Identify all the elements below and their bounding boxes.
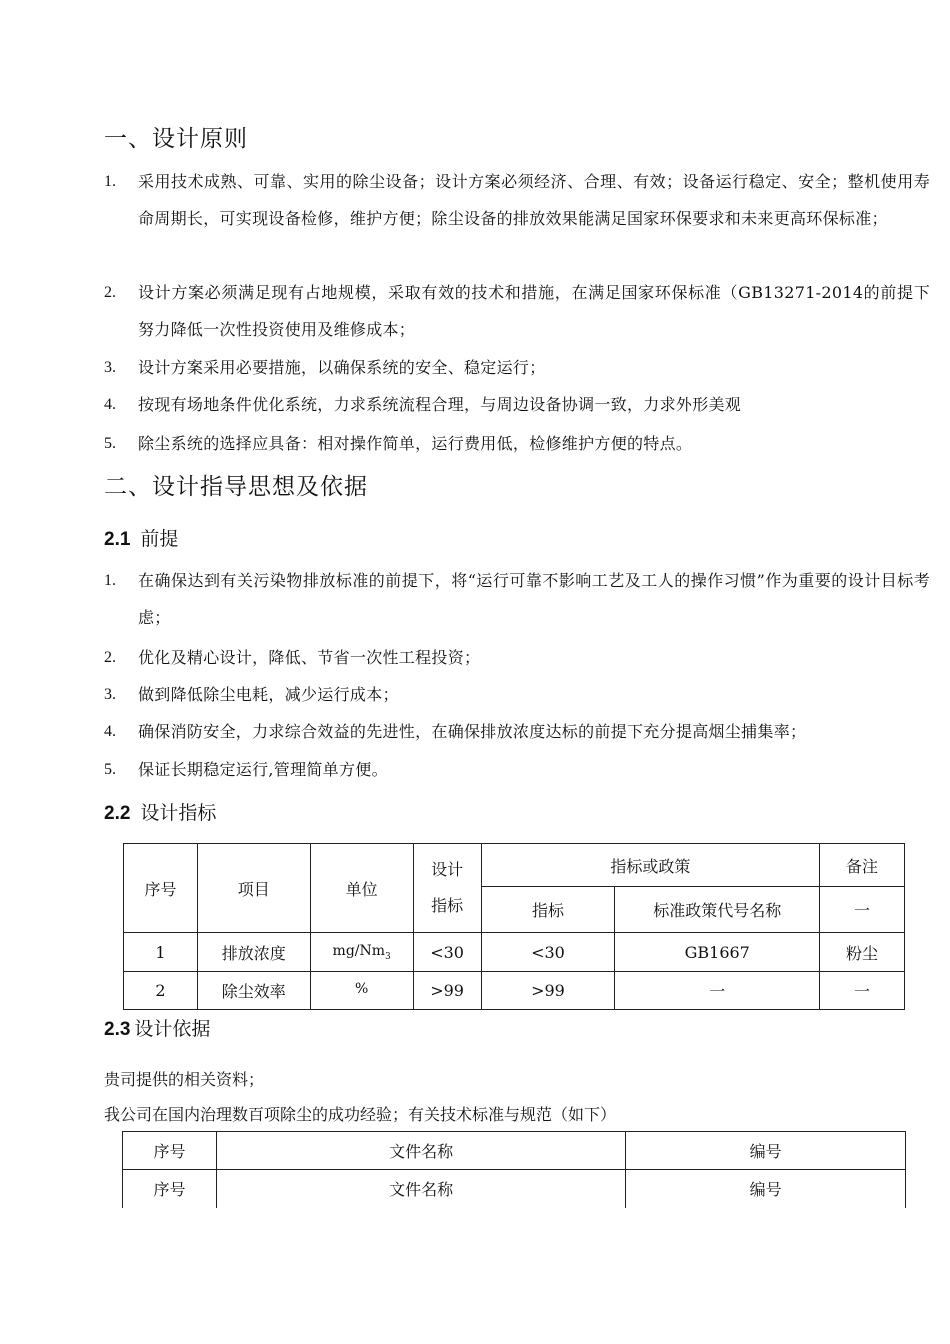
list-text: 确保消防安全，力求综合效益的先进性，在确保排放浓度达标的前提下充分提高烟尘捕集率；: [138, 722, 807, 741]
cell-standard: 一: [615, 972, 820, 1010]
cell-code: 编号: [626, 1170, 906, 1208]
cell-standard: GB1667: [615, 933, 820, 972]
subsection-number: 2.1: [104, 529, 131, 550]
section-2-title: 二、设计指导思想及依据: [104, 474, 368, 500]
cell-seq: 序号: [123, 1170, 217, 1208]
subsection-2-2-title: [104, 798, 216, 825]
list-number: 1.: [104, 572, 116, 589]
list-number: 2.: [104, 284, 116, 301]
cell-item: 除尘效率: [197, 972, 310, 1010]
subsection-2-3-title: [104, 1014, 210, 1041]
list-text: 在确保达到有关污染物排放标准的前提下，将“运行可靠不影响工艺及工人的操作习惯”作为重要的设计目标考虑；: [138, 571, 930, 627]
list-number: 4.: [104, 723, 116, 740]
list-text: 做到降低除尘电耗，减少运行成本；: [138, 685, 399, 704]
list-text: 保证长期稳定运行,管理简单方便。: [138, 760, 388, 779]
list-item: [104, 639, 930, 676]
list-text: 优化及精心设计，降低、节省一次性工程投资；: [138, 648, 481, 667]
design-index-table: [123, 843, 905, 1010]
table-row: [124, 972, 905, 1010]
list-item: [104, 163, 930, 237]
list-number: 4.: [104, 396, 116, 413]
cell-index: <30: [481, 933, 615, 972]
paragraph: 我公司在国内治理数百项除尘的成功经验；有关技术标准与规范（如下）: [104, 1105, 617, 1124]
cell-unit: [310, 972, 413, 1010]
header-design-line2: 指标: [431, 896, 464, 915]
list-item: [104, 274, 930, 348]
list-number: 1.: [104, 173, 116, 190]
header-note: 备注: [820, 844, 905, 887]
cell-seq: 2: [124, 972, 198, 1010]
cell-note: 一: [820, 972, 905, 1010]
cell-note: 粉尘: [820, 933, 905, 972]
list-item: [104, 425, 930, 462]
subsection-label: 设计依据: [134, 1018, 211, 1040]
cell-unit: [310, 933, 413, 972]
list-item: [104, 386, 930, 423]
standards-table: [122, 1131, 906, 1208]
list-number: 5.: [104, 761, 116, 778]
cell-design: <30: [413, 933, 481, 972]
list-text: 采用技术成熟、可靠、实用的除尘设备；设计方案必须经济、合理、有效；设备运行稳定、安全；整机使用寿命周期长，可实现设备检修，维护方便；除尘设备的排放效果能满足国家环保要求和未来更高环保标准；: [138, 172, 930, 228]
subsection-label: 前提: [140, 528, 179, 550]
header-policy: 指标或政策: [481, 844, 820, 887]
cell-unit-text: mg/Nm: [332, 942, 386, 959]
table-row: [123, 1170, 906, 1208]
list-item: [104, 349, 930, 386]
list-text: 设计方案采用必要措施，以确保系统的安全、稳定运行；: [138, 358, 546, 377]
list-number: 3.: [104, 359, 116, 376]
cell-seq: 序号: [123, 1132, 217, 1170]
subsection-number: 2.3: [104, 1019, 131, 1040]
table-row: [124, 933, 905, 972]
list-text: 除尘系统的选择应具备：相对操作简单，运行费用低，检修维护方便的特点。: [138, 434, 693, 453]
table-header-row: [124, 844, 905, 887]
cell-seq: 1: [124, 933, 198, 972]
list-number: 2.: [104, 649, 116, 666]
list-number: 5.: [104, 435, 116, 452]
header-standard: 标准政策代号名称: [615, 887, 820, 933]
cell-name: 文件名称: [216, 1170, 625, 1208]
cell-item: 排放浓度: [197, 933, 310, 972]
header-unit: 单位: [310, 844, 413, 933]
header-design-line1: 设计: [431, 860, 464, 879]
list-item: [104, 751, 930, 788]
table-row: [123, 1132, 906, 1170]
paragraph: 贵司提供的相关资料；: [104, 1070, 265, 1089]
subsection-number: 2.2: [104, 803, 131, 824]
header-note-dash: 一: [820, 887, 905, 933]
cell-index: >99: [481, 972, 615, 1010]
header-index: 指标: [481, 887, 615, 933]
subsection-label: 设计指标: [140, 802, 217, 824]
header-design: [413, 844, 481, 933]
header-item: 项目: [197, 844, 310, 933]
subsection-2-1-title: [104, 524, 178, 551]
cell-name: 文件名称: [216, 1132, 625, 1170]
section-1-title: 一、设计原则: [104, 126, 248, 152]
list-item: [104, 676, 930, 713]
list-item: [104, 713, 930, 750]
cell-design: >99: [413, 972, 481, 1010]
list-text: 设计方案必须满足现有占地规模，采取有效的技术和措施，在满足国家环保标准（GB13271-2014的前提下努力降低一次性投资使用及维修成本；: [138, 283, 930, 339]
list-item: [104, 562, 930, 636]
cell-unit-sub: 3: [385, 951, 391, 962]
list-number: 3.: [104, 686, 116, 703]
list-text: 按现有场地条件优化系统，力求系统流程合理，与周边设备协调一致，力求外形美观: [138, 395, 742, 414]
cell-unit-text: %: [355, 981, 369, 998]
cell-code: 编号: [626, 1132, 906, 1170]
header-seq: 序号: [124, 844, 198, 933]
